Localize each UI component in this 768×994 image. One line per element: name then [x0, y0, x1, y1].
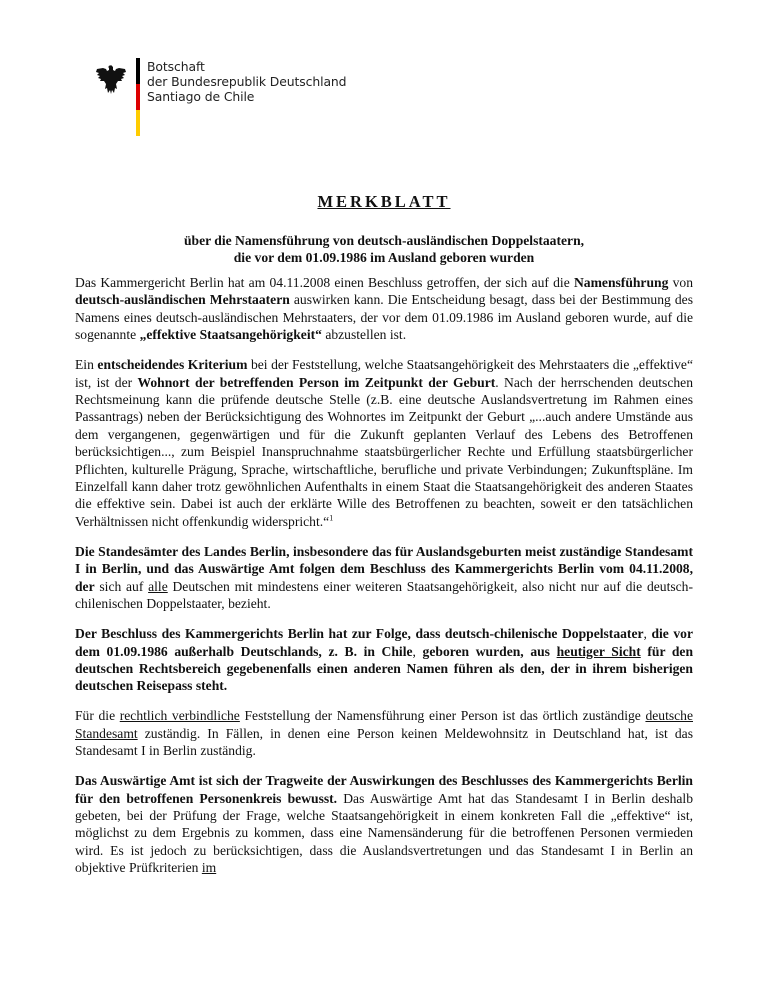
paragraph-1 [75, 274, 693, 344]
flag-stripe-black [136, 58, 140, 84]
bold-text: Die Standesämter des Landes Berlin, insbesondere das für Auslandsgeburten meist zuständige Standesamt I in Berlin, und das Auswärtige Amt folgen dem Beschluss des Kammergerichts Berlin vom 04.11.2008, der [75, 543, 693, 594]
text-run: Das Kammergericht Berlin hat am 04.11.2008 einen Beschluss getroffen, der sich auf die [75, 275, 574, 290]
bold-text: „effektive Staatsangehörigkeit“ [139, 327, 322, 343]
footnote-ref: 1 [329, 513, 334, 523]
flag-stripe-red [136, 84, 140, 110]
embassy-name [147, 59, 346, 104]
underlined-text: rechtlich verbindliche [119, 708, 240, 724]
text-run: von [668, 275, 694, 290]
bold-text: für den deutschen Rechtsbereich gegebenenfalls einen anderen Namen führen als den, der in ihrem bisherigen deutschen Reisepass steht. [75, 643, 694, 694]
document-body [75, 274, 693, 889]
paragraph-4 [75, 625, 693, 695]
text-run: Für die [75, 708, 120, 724]
flag-stripe [136, 58, 140, 136]
subtitle-line: über die Namensführung von deutsch-ausländischen Doppelstaatern, [183, 233, 585, 248]
text-run: sich auf [94, 578, 149, 594]
text-run: Das Auswärtige Amt hat das Standesamt I in Berlin deshalb gebeten, bei der Prüfung der Frage, welche Staatsangehörigkeit in einem konkreten Fall die „effektive“ ist, möglichst zu dem Ergebnis zu kommen, dass eine Namensänderung für die betroffenen Personen vermieden wird. Es ist jedoch zu berücksichtigen, dass die Auslandsvertretungen und das Standesamt I in Berlin an objektive Prüfkriterien [75, 790, 693, 876]
paragraph-2 [75, 356, 693, 530]
underlined-text: deutsche Standesamt [75, 708, 693, 741]
bold-text: deutsch-ausländischen Mehrstaatern [75, 292, 290, 308]
text-run: Feststellung der Namensführung einer Person ist das örtlich zuständige [239, 708, 646, 724]
flag-stripe-gold [136, 110, 140, 136]
bold-text: geboren wurden, aus [422, 643, 557, 659]
text-run: Deutschen mit mindestens einer weiteren Staatsangehörigkeit, also nicht nur auf die deutsch-chilenischen Doppelstaater, bezieht. [75, 578, 693, 612]
bold-text: entscheidendes Kriterium [97, 357, 248, 373]
federal-eagle-icon [95, 62, 127, 96]
bold-text: Wohnort der betreffenden Person im Zeitpunkt der Geburt [137, 374, 496, 390]
text-run: , [412, 643, 423, 659]
org-line: der Bundesrepublik Deutschland [147, 74, 347, 89]
bold-text: die vor dem 01.09.1986 außerhalb Deutschlands, z. B. in Chile [75, 626, 693, 659]
text-run: bei der Feststellung, welche Staatsangehörigkeit des Mehrstaaters die „effektive“ ist, ist der [75, 357, 694, 390]
underlined-text: alle [148, 578, 168, 594]
paragraph-3 [75, 543, 693, 613]
paragraph-5 [75, 707, 693, 759]
text-run: Ein [75, 357, 98, 373]
text-run: , [643, 626, 652, 642]
bold-text: Der Beschluss des Kammergerichts Berlin hat zur Folge, dass deutsch-chilenische Doppelstaater [75, 626, 644, 642]
org-line: Botschaft [147, 59, 205, 74]
text-run: abzustellen ist. [321, 327, 407, 343]
bold-text: Namensführung [573, 275, 669, 290]
document-title: MERKBLATT [317, 192, 451, 211]
bold-text: Das Auswärtige Amt ist sich der Tragweite der Auswirkungen des Beschlusses des Kammergerichts Berlin für den betroffenen Personenkreis bewusst. [75, 773, 693, 806]
text-run: auswirken kann. Die Entscheidung besagt, dass bei der Bestimmung des Namens eines deutsch-ausländischen Mehrstaaters, der vor dem 01.09.1986 im Ausland geboren wurde, auf die sogenannte [75, 292, 694, 343]
org-line: Santiago de Chile [147, 89, 255, 104]
text-run: zuständig. In Fällen, in denen eine Person keinen Meldewohnsitz in Deutschland hat, ist das Standesamt I in Berlin zuständig. [75, 725, 693, 759]
paragraph-6 [75, 772, 693, 876]
document-subtitle [0, 232, 768, 266]
bold-underlined-text: heutiger Sicht [556, 643, 641, 659]
text-run: . Nach der herrschenden deutschen Rechtsmeinung kann die prüfende deutsche Stelle (z.B. eine deutsche Auslandsvertretung im Rahmen eines Passantrags) neben der Berücksichtigung des Wohnortes im Zeitpunkt der Geburt „...auch andere Umstände aus dem vergangenen, gegenwärtigen und für die Zukunft geplanten Verlauf des Lebens des Betroffenen berücksichtigen..., zum Beispiel Inanspruchnahme staatsbürgerlicher Rechte und Erfüllung staatsbürgerlicher Pflichten, kulturelle Prägung, Sprache, wirtschaftliche, berufliche und private Verbindungen; Zukunftspläne. Im Einzelfall kann daher trotz gewöhnlichen Aufenthalts in einem Staat die Staatsangehörigkeit des anderen Staates die effektive sein. Dabei ist auch der erklärte Wille des Betroffenen zu beachten, soweit er den tatsächlichen Verhältnissen nicht offenkundig widerspricht.“ [75, 374, 693, 529]
subtitle-line: die vor dem 01.09.1986 im Ausland geboren wurden [233, 250, 535, 265]
underlined-text: im [201, 860, 217, 876]
